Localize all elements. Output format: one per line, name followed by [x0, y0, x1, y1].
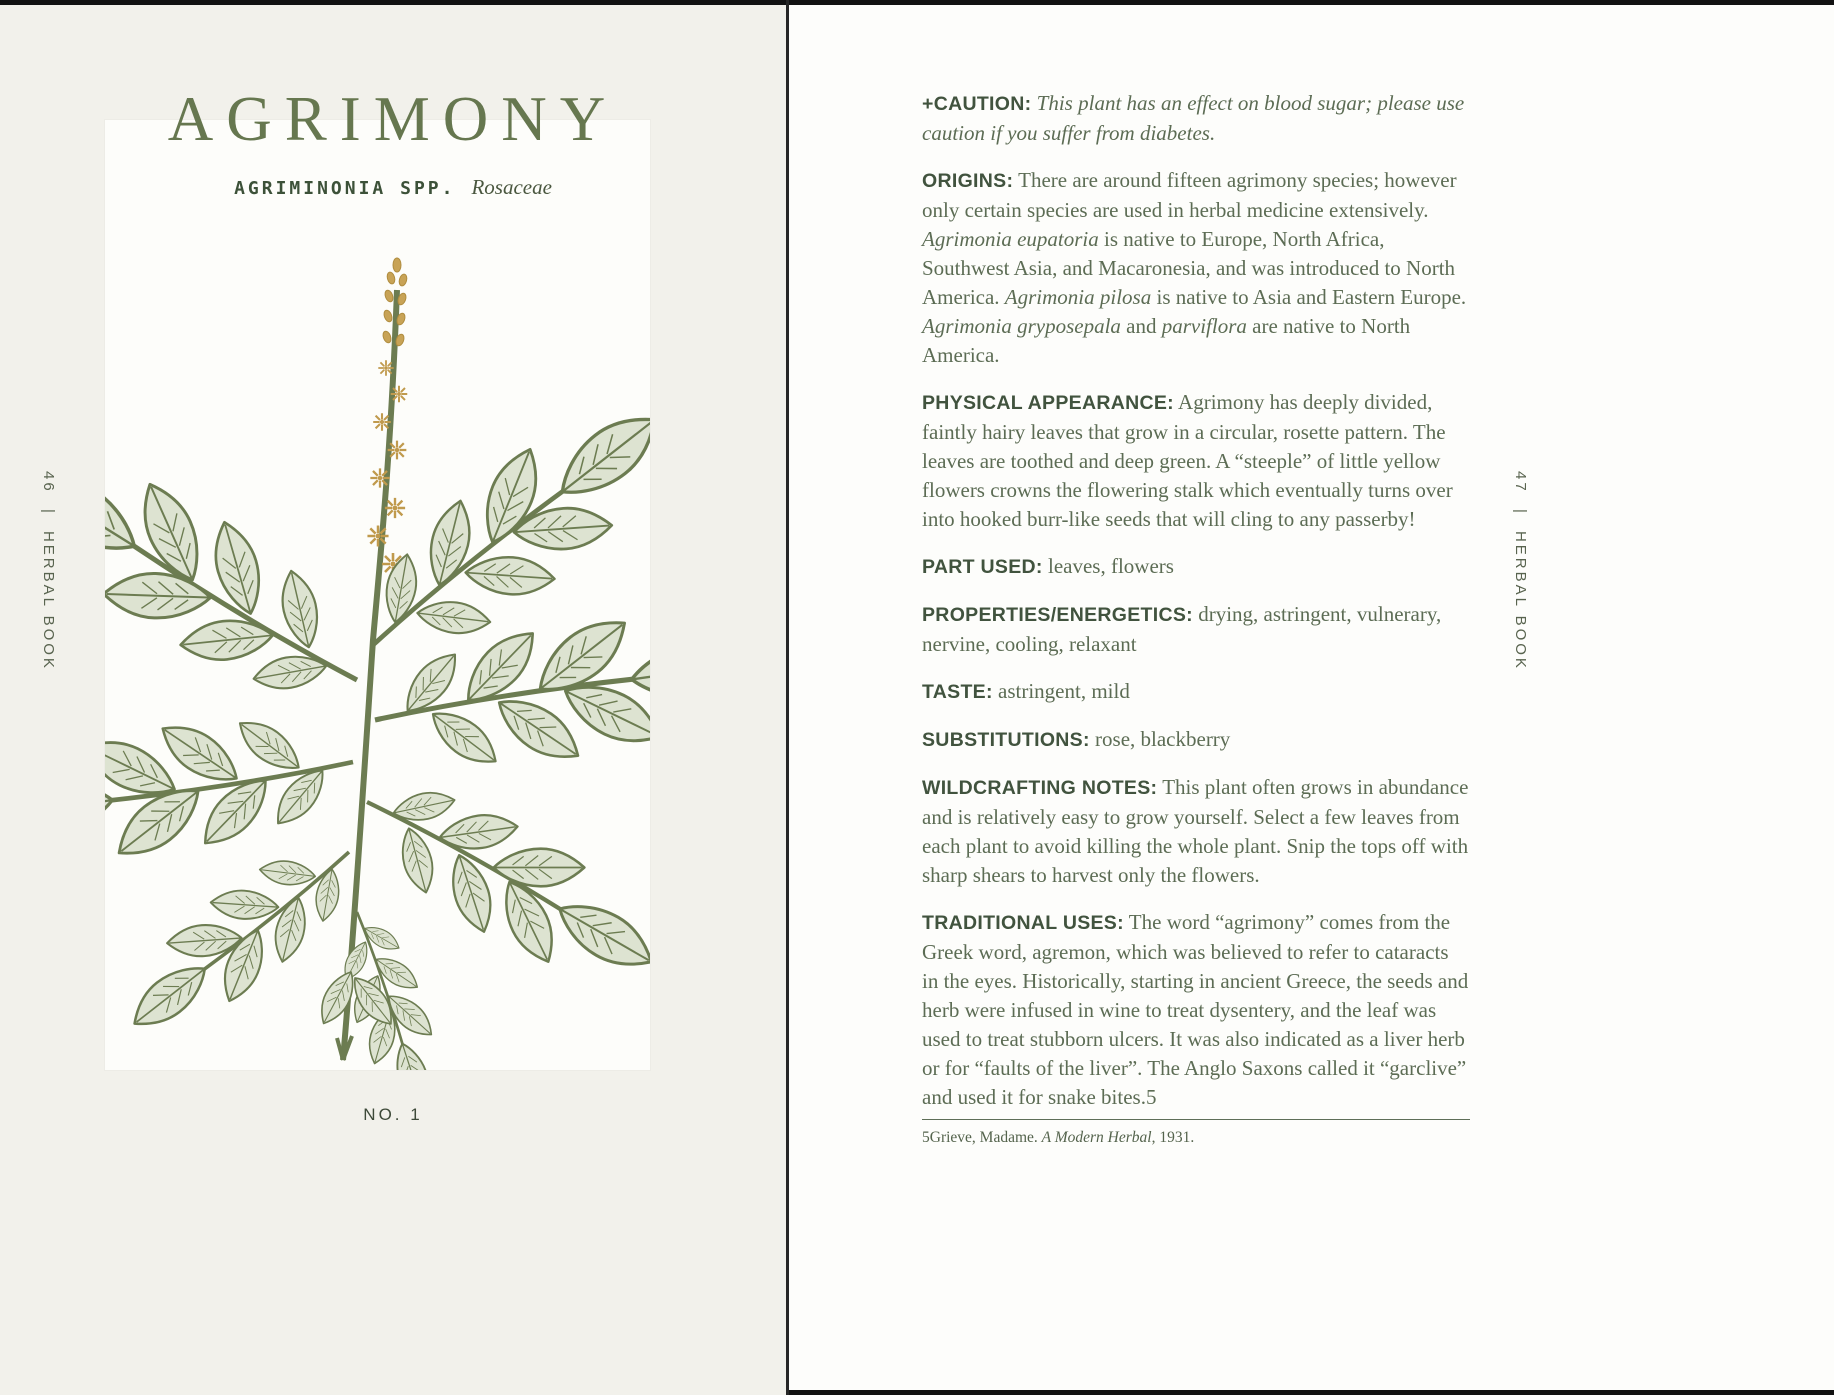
- section-label: WILDCRAFTING NOTES:: [922, 777, 1158, 799]
- section-body: are native to North America.: [922, 314, 1411, 367]
- section-label: ORIGINS:: [922, 170, 1014, 192]
- left-page-number: 46: [40, 471, 57, 494]
- section-label: +CAUTION:: [922, 93, 1032, 115]
- section-body: leaves, flowers: [1047, 554, 1174, 578]
- section-physical-appearance: [922, 388, 1470, 534]
- right-spine-text: HERBAL BOOK: [1512, 530, 1529, 671]
- section-taste: [922, 677, 1470, 707]
- section-body: astringent, mild: [998, 679, 1130, 703]
- section-traditional-uses: [922, 908, 1470, 1112]
- section-body: There are around fifteen agrimony species; however only certain species are used in herbal medicine extensively.: [922, 168, 1457, 222]
- left-spine-text: HERBAL BOOK: [40, 530, 57, 671]
- species-name: Agrimonia pilosa: [1004, 285, 1152, 309]
- section-body: rose, blackberry: [1095, 727, 1231, 751]
- plant-subtitle: [0, 175, 786, 200]
- right-page: [789, 0, 1834, 1395]
- species-name: Agrimonia eupatoria: [922, 227, 1099, 251]
- section-label: PHYSICAL APPEARANCE:: [922, 392, 1174, 414]
- section-body: is native to Europe, North Africa, Southwest Asia, and Macaronesia, and was introduced to North America.: [922, 227, 1456, 309]
- footnote-citation: [922, 1119, 1470, 1147]
- section-label: SUBSTITUTIONS:: [922, 729, 1090, 751]
- footnote-title: A Modern Herbal: [1041, 1129, 1152, 1146]
- section-body: Agrimony has deeply divided, faintly hairy leaves that grow in a circular, rosette pattern. The leaves are toothed and deep green. A “steeple” of little yellow flowers crowns the flowering stalk which eventually turns over into hooked burr-like seeds that will cling to any passerby!: [922, 390, 1453, 531]
- footnote-suffix: , 1931.: [1151, 1129, 1195, 1146]
- footnote-prefix: 5Grieve, Madame.: [922, 1129, 1042, 1146]
- latin-name: AGRIMINONIA SPP.: [234, 178, 456, 199]
- section-body: This plant often grows in abundance and is relatively easy to grow yourself. Select a few leaves from each plant to avoid killing the whole plant. Snip the tops off with sharp shears to harvest only the flowers.: [922, 775, 1469, 887]
- section-label: PROPERTIES/ENERGETICS:: [922, 604, 1193, 626]
- family-name: Rosaceae: [471, 175, 552, 199]
- illustration-frame: [105, 120, 650, 1070]
- entry-text: [922, 89, 1470, 1130]
- right-page-number: 47: [1512, 471, 1529, 494]
- section-substitutions: [922, 725, 1470, 755]
- agrimony-illustration: [105, 120, 650, 1070]
- right-spine-label: [1512, 471, 1529, 671]
- section-caution: [922, 89, 1470, 148]
- plate-number: NO. 1: [363, 1105, 423, 1124]
- section-body: drying, astringent, vulnerary, nervine, cooling, relaxant: [922, 602, 1442, 656]
- species-name: Agrimonia gryposepala: [922, 314, 1121, 338]
- section-wildcrafting-notes: [922, 773, 1470, 890]
- section-label: PART USED:: [922, 556, 1043, 578]
- species-name: parviflora: [1161, 314, 1247, 338]
- section-part-used: [922, 552, 1470, 582]
- left-spine-label: [40, 471, 57, 671]
- plant-title: AGRIMONY: [167, 84, 619, 154]
- section-properties-energetics: [922, 600, 1470, 659]
- section-body: and: [1120, 314, 1162, 338]
- section-body: is native to Asia and Eastern Europe.: [1151, 285, 1467, 309]
- section-label: TRADITIONAL USES:: [922, 912, 1124, 934]
- spine-separator: |: [1512, 508, 1529, 516]
- section-body: The word “agrimony” comes from the Greek word, agremon, which was believed to refer to cataracts in the eyes. Historically, starting in ancient Greece, the seeds and herb were infused in wine to treat dysentery, and the leaf was used to treat stubborn ulcers. It was also indicated as a liver herb or for “faults of the liver”. The Anglo Saxons called it “garclive” and used it for snake bites.5: [922, 910, 1469, 1109]
- section-label: TASTE:: [922, 681, 993, 703]
- left-page: [0, 0, 786, 1395]
- spine-separator: |: [40, 508, 57, 516]
- section-origins: [922, 166, 1470, 370]
- section-body: This plant has an effect on blood sugar; please use caution if you suffer from diabetes.: [922, 91, 1465, 145]
